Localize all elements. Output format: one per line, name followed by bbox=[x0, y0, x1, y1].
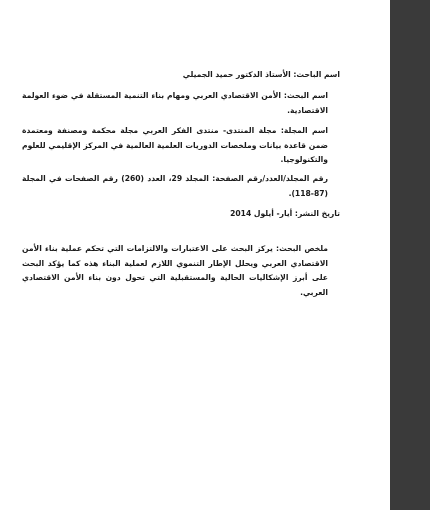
side-panel bbox=[390, 0, 430, 510]
researcher-name: اسم الباحث: الأستاذ الدكتور حميد الجميلي bbox=[182, 70, 340, 79]
research-abstract: ملخص البحث: يركز البحث على الاعتبارات والالتزامات التي تحكم عملية بناء الأمن الاقتصادي العربي ويحلل الإطار التنموي اللازم لعملية البناء هذه كما يؤكد البحث على أبرز الإشكاليات الحالية والمستقبلية التي تحول دون بناء الأمن الاقتصادي العربي. bbox=[22, 244, 328, 297]
journal-name: اسم المجلة: مجلة المنتدى- منتدى الفكر العربي مجلة محكمة ومصنفة ومعتمدة ضمن قاعدة بيانات وملخصات الدوريات العلمية العالمية في المركز الإقليمي للعلوم والتكنولوجيا. bbox=[22, 126, 328, 165]
research-title: اسم البحث: الأمن الاقتصادي العربي ومهام بناء التنمية المستقلة في ضوء العولمة الاقتصادية. bbox=[22, 91, 328, 115]
publish-date: تاريخ النشر: أيار- أيلول 2014 bbox=[230, 209, 340, 218]
volume-issue-pages: رقم المجلد/العدد/رقم الصفحة: المجلد 29، العدد (260) رقم الصفحات في المجلة (87-118). bbox=[22, 174, 328, 198]
